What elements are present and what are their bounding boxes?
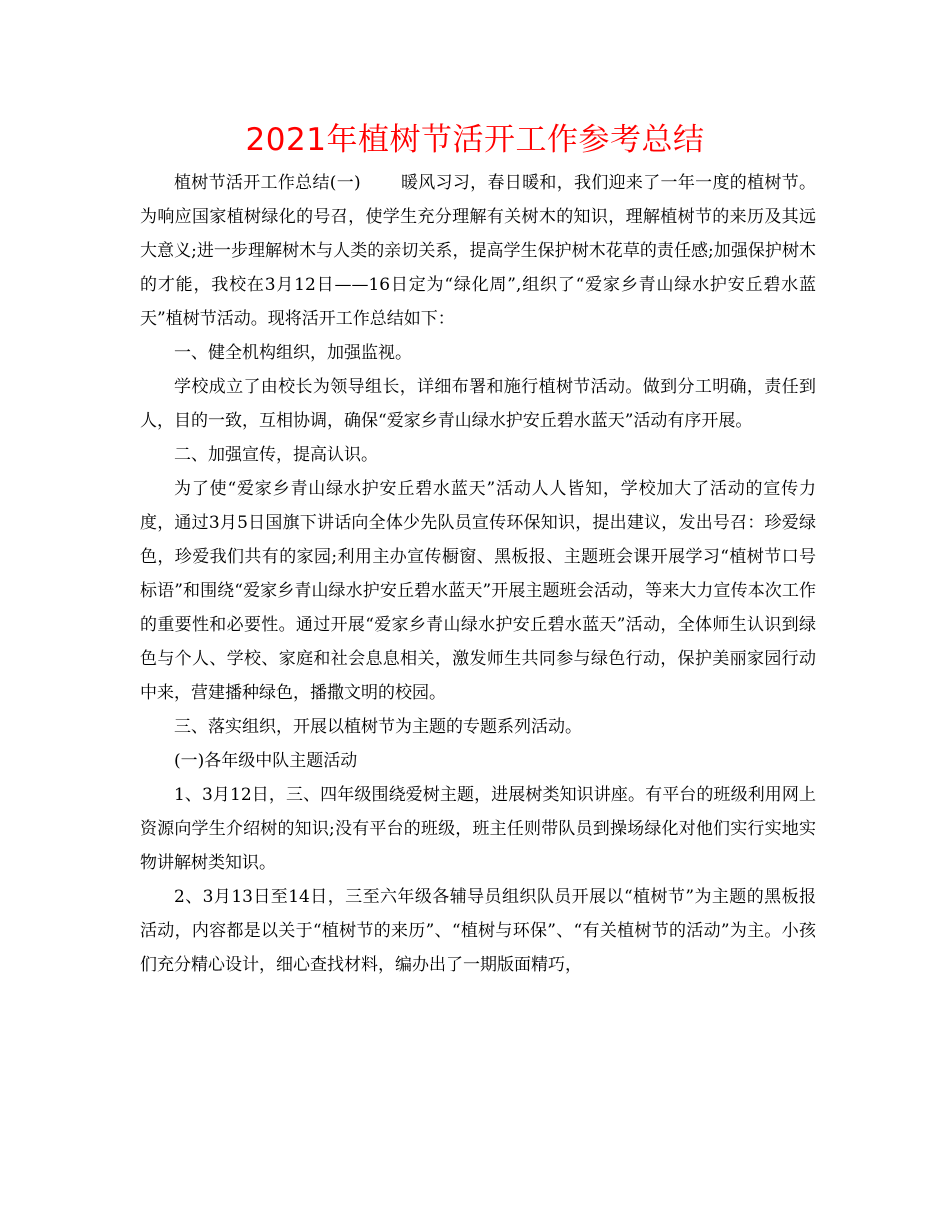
- section-heading-2: 二、加强宣传，提高认识。: [174, 445, 378, 465]
- document-title: 2021年植树节活开工作参考总结: [245, 122, 705, 158]
- list-item: 2、3月13日至14日，三至六年级各辅导员组织队员开展以“植树节”为主题的黑板报活动，内容都是以关于“植树节的来历”、“植树与环保”、“有关植树节的活动”为主。小孩们充分精心设计，细心查找材料，编办出了一期版面精巧，: [140, 887, 816, 975]
- document-body: [140, 166, 816, 982]
- section-heading-3: 三、落实组织，开展以植树节为主题的专题系列活动。: [174, 717, 582, 737]
- list-item: 1、3月12日，三、四年级围绕爱树主题，进展树类知识讲座。有平台的班级利用网上资源向学生介绍树的知识;没有平台的班级，班主任则带队员到操场绿化对他们实行实地实物讲解树类知识。: [140, 785, 816, 873]
- paragraph: 为了使“爱家乡青山绿水护安丘碧水蓝天”活动人人皆知，学校加大了活动的宣传力度，通过3月5日国旗下讲话向全体少先队员宣传环保知识，提出建议，发出号召：珍爱绿色，珍爱我们共有的家园;利用主办宣传橱窗、黑板报、主题班会课开展学习“植树节口号标语”和围绕“爱家乡青山绿水护安丘碧水蓝天”开展主题班会活动，等来大力宣传本次工作的重要性和必要性。通过开展“爱家乡青山绿水护安丘碧水蓝天”活动，全体师生认识到绿色与个人、学校、家庭和社会息息相关，激发师生共同参与绿色行动，保护美丽家园行动中来，营建播种绿色，播撒文明的校园。: [140, 479, 816, 703]
- paragraph: 学校成立了由校长为领导组长，详细布署和施行植树节活动。做到分工明确，责任到人，目的一致，互相协调，确保“爱家乡青山绿水护安丘碧水蓝天”活动有序开展。: [140, 377, 816, 431]
- subsection-heading: (一)各年级中队主题活动: [174, 751, 358, 771]
- intro-paragraph: [140, 166, 816, 336]
- intro-text: 暖风习习，春日暖和，我们迎来了一年一度的植树节。为响应国家植树绿化的号召，使学生充分理解有关树木的知识，理解植树节的来历及其远大意义;进一步理解树木与人类的亲切关系，提高学生保护树木花草的责任感;加强保护树木的才能，我校在3月12日——16日定为“绿化周”,组织了“爱家乡青山绿水护安丘碧水蓝天”植树节活动。现将活开工作总结如下：: [140, 173, 817, 329]
- intro-label: 植树节活开工作总结(一): [174, 173, 361, 193]
- section-heading-1: 一、健全机构组织，加强监视。: [174, 343, 412, 363]
